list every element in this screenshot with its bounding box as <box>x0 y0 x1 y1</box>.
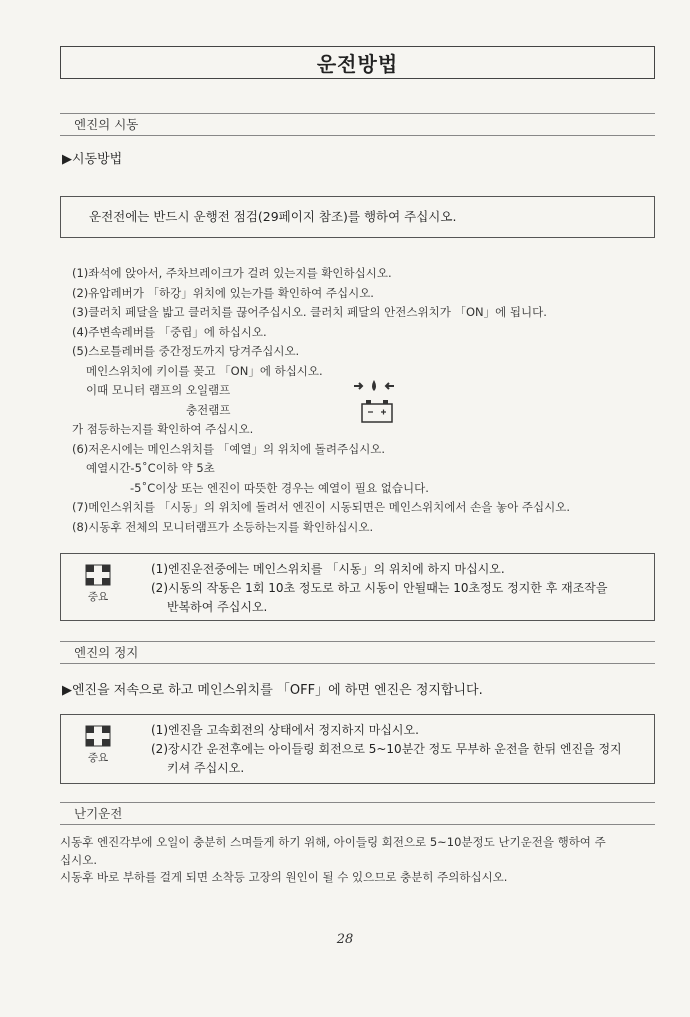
section-heading-engine-stop: 엔진의 정지 <box>60 641 655 664</box>
warmup-line: 시동후 바로 부하를 걸게 되면 소착등 고장의 원인이 될 수 있으므로 충분히 주의하십시오. <box>60 870 508 884</box>
engine-stop-text: ▶엔진을 저속으로 하고 메인스위치를 「OFF」에 하면 엔진은 정지합니다. <box>62 683 483 698</box>
step-item: 이때 모니터 램프의 오일램프 <box>86 383 231 397</box>
charge-lamp-icon <box>362 400 392 422</box>
step-item: 가 점등하는지를 확인하여 주십시오. <box>72 422 254 436</box>
step-item: (2)유압레버가 「하강」위치에 있는가를 확인하여 주십시오. <box>72 285 374 300</box>
step-item: 메인스위치에 키이를 꽂고 「ON」에 하십시오. <box>86 363 323 378</box>
warning-line: (2)장시간 운전후에는 아이들링 회전으로 5~10분간 정도 무부하 운전을 한뒤 엔진을 정지 <box>151 742 622 756</box>
start-warning-box <box>60 553 655 621</box>
monitor-lamp-icons <box>352 376 402 426</box>
warning-line: (2)시동의 작동은 1회 10초 정도로 하고 시동이 안될때는 10초정도 정지한 후 재조작을 <box>151 581 608 595</box>
page-number: 28 <box>336 932 354 947</box>
section-heading-engine-start: 엔진의 시동 <box>60 113 655 136</box>
page-title: 운전방법 <box>316 52 399 76</box>
section-heading-warmup: 난기운전 <box>60 802 655 825</box>
important-label: 중요 <box>87 591 109 603</box>
warmup-line: 십시오. <box>60 852 97 867</box>
warning-line: 반복하여 주십시오. <box>167 600 268 614</box>
step-item: 충전램프 <box>186 402 231 417</box>
step-item: 예열시간-5˚C이하 약 5초 <box>86 461 215 475</box>
subheading-start-method: ▶시동방법 <box>62 152 123 167</box>
step-item: (4)주변속레버를 「중립」에 하십시오. <box>72 324 267 339</box>
stop-warning-box <box>60 714 655 784</box>
warning-line: 키셔 주십시오. <box>167 761 245 775</box>
important-icon <box>85 564 111 586</box>
important-icon-wrap <box>85 564 111 604</box>
warmup-text <box>60 834 660 887</box>
step-item: -5˚C이상 또는 엔진이 따뜻한 경우는 예열이 필요 없습니다. <box>130 480 429 495</box>
step-item: (6)저온시에는 메인스위치를 「예열」의 위치에 돌려주십시오. <box>72 441 386 456</box>
step-item: (3)클러치 페달을 밟고 클러치를 끊어주십시오. 클러치 페달의 안전스위치가 「ON」에 됩니다. <box>72 305 547 319</box>
important-icon <box>85 725 111 747</box>
page-title-box <box>60 46 655 79</box>
notice-text: 운전전에는 반드시 운행전 점검(29페이지 참조)를 행하여 주십시오. <box>89 209 457 224</box>
warmup-line: 시동후 엔진각부에 오일이 충분히 스며들게 하기 위해, 아이들링 회전으로 5~10분정도 난기운전을 행하여 주 <box>60 835 606 849</box>
important-icon-wrap <box>85 725 111 765</box>
step-item: (7)메인스위치를 「시동」의 위치에 돌려서 엔진이 시동되면은 메인스위치에서 손을 놓아 주십시오. <box>72 500 570 514</box>
step-item: (8)시동후 전체의 모니터램프가 소등하는지를 확인하십시오. <box>72 519 374 534</box>
warning-line: (1)엔진운전중에는 메인스위치를 「시동」의 위치에 하지 마십시오. <box>151 562 505 576</box>
warning-text <box>151 721 644 778</box>
step-item: (1)좌석에 앉아서, 주차브레이크가 걸려 있는지를 확인하십시오. <box>72 266 392 280</box>
warning-text <box>151 560 644 617</box>
pre-operation-notice <box>60 196 655 238</box>
step-item: (5)스로틀레버를 중간정도까지 당겨주십시오. <box>72 344 300 358</box>
oil-lamp-icon <box>354 380 394 391</box>
important-label: 중요 <box>87 752 109 764</box>
warning-line: (1)엔진을 고속회전의 상태에서 정지하지 마십시오. <box>151 723 419 737</box>
